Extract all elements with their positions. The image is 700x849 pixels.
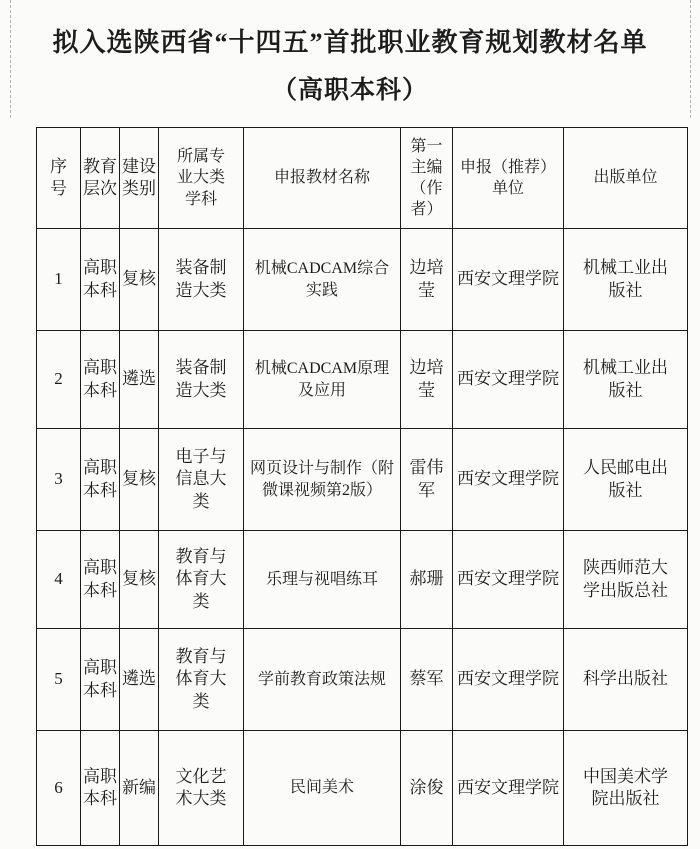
cell-category: 复核	[120, 229, 159, 331]
cell-publisher: 科学出版社	[564, 629, 688, 731]
table-row	[37, 531, 688, 629]
cell-book-title: 机械CADCAM综合实践	[244, 229, 401, 331]
cell-organization: 西安文理学院	[453, 531, 564, 629]
title-line-1: 拟入选陕西省“十四五”首批职业教育规划教材名单	[52, 28, 648, 57]
cell-editor: 蔡军	[401, 629, 453, 731]
table-row	[37, 429, 688, 531]
cell-book-title: 机械CADCAM原理及应用	[244, 331, 401, 429]
table-row	[37, 629, 688, 731]
cell-editor: 涂俊	[401, 731, 453, 846]
table-row	[37, 731, 688, 846]
cell-category: 复核	[120, 429, 159, 531]
cell-category: 新编	[120, 731, 159, 846]
cell-index: 1	[37, 229, 81, 331]
cell-index: 2	[37, 331, 81, 429]
title-line-2: （高职本科）	[271, 77, 428, 104]
cell-level: 高职本科	[81, 429, 120, 531]
cell-category: 复核	[120, 531, 159, 629]
cell-subject: 装备制造大类	[159, 331, 244, 429]
cell-subject: 文化艺术大类	[159, 731, 244, 846]
textbook-list-table	[36, 127, 688, 846]
col-header-subject: 所属专业大类学科	[159, 128, 244, 229]
cell-level: 高职本科	[81, 229, 120, 331]
col-header-organization: 申报（推荐）单位	[453, 128, 564, 229]
col-header-publisher: 出版单位	[564, 128, 688, 229]
cell-publisher: 机械工业出版社	[564, 331, 688, 429]
cell-subject: 教育与体育大类	[159, 629, 244, 731]
cell-organization: 西安文理学院	[453, 229, 564, 331]
cell-category: 遴选	[120, 331, 159, 429]
cell-book-title: 乐理与视唱练耳	[244, 531, 401, 629]
cell-subject: 装备制造大类	[159, 229, 244, 331]
table-row	[37, 331, 688, 429]
col-header-book-title: 申报教材名称	[244, 128, 401, 229]
cell-index: 5	[37, 629, 81, 731]
col-header-editor: 第一主编（作者）	[401, 128, 453, 229]
cell-organization: 西安文理学院	[453, 629, 564, 731]
cell-book-title: 网页设计与制作（附微课视频第2版）	[244, 429, 401, 531]
table-row	[37, 229, 688, 331]
col-header-index: 序号	[37, 128, 81, 229]
cell-publisher: 人民邮电出版社	[564, 429, 688, 531]
cell-subject: 电子与信息大类	[159, 429, 244, 531]
table-header-row	[37, 128, 688, 229]
document-title	[0, 30, 700, 103]
cell-publisher: 机械工业出版社	[564, 229, 688, 331]
cell-subject: 教育与体育大类	[159, 531, 244, 629]
cell-level: 高职本科	[81, 531, 120, 629]
cell-organization: 西安文理学院	[453, 429, 564, 531]
cell-editor: 郝珊	[401, 531, 453, 629]
cell-editor: 雷伟军	[401, 429, 453, 531]
cell-category: 遴选	[120, 629, 159, 731]
cell-editor: 边培莹	[401, 229, 453, 331]
cell-index: 6	[37, 731, 81, 846]
cell-publisher: 中国美术学院出版社	[564, 731, 688, 846]
cell-publisher: 陕西师范大学出版总社	[564, 531, 688, 629]
cell-index: 4	[37, 531, 81, 629]
col-header-category: 建设类别	[120, 128, 159, 229]
cell-book-title: 民间美术	[244, 731, 401, 846]
cell-book-title: 学前教育政策法规	[244, 629, 401, 731]
cell-editor: 边培莹	[401, 331, 453, 429]
cell-index: 3	[37, 429, 81, 531]
cell-level: 高职本科	[81, 331, 120, 429]
cell-organization: 西安文理学院	[453, 731, 564, 846]
cell-organization: 西安文理学院	[453, 331, 564, 429]
col-header-level: 教育层次	[81, 128, 120, 229]
cell-level: 高职本科	[81, 731, 120, 846]
cell-level: 高职本科	[81, 629, 120, 731]
